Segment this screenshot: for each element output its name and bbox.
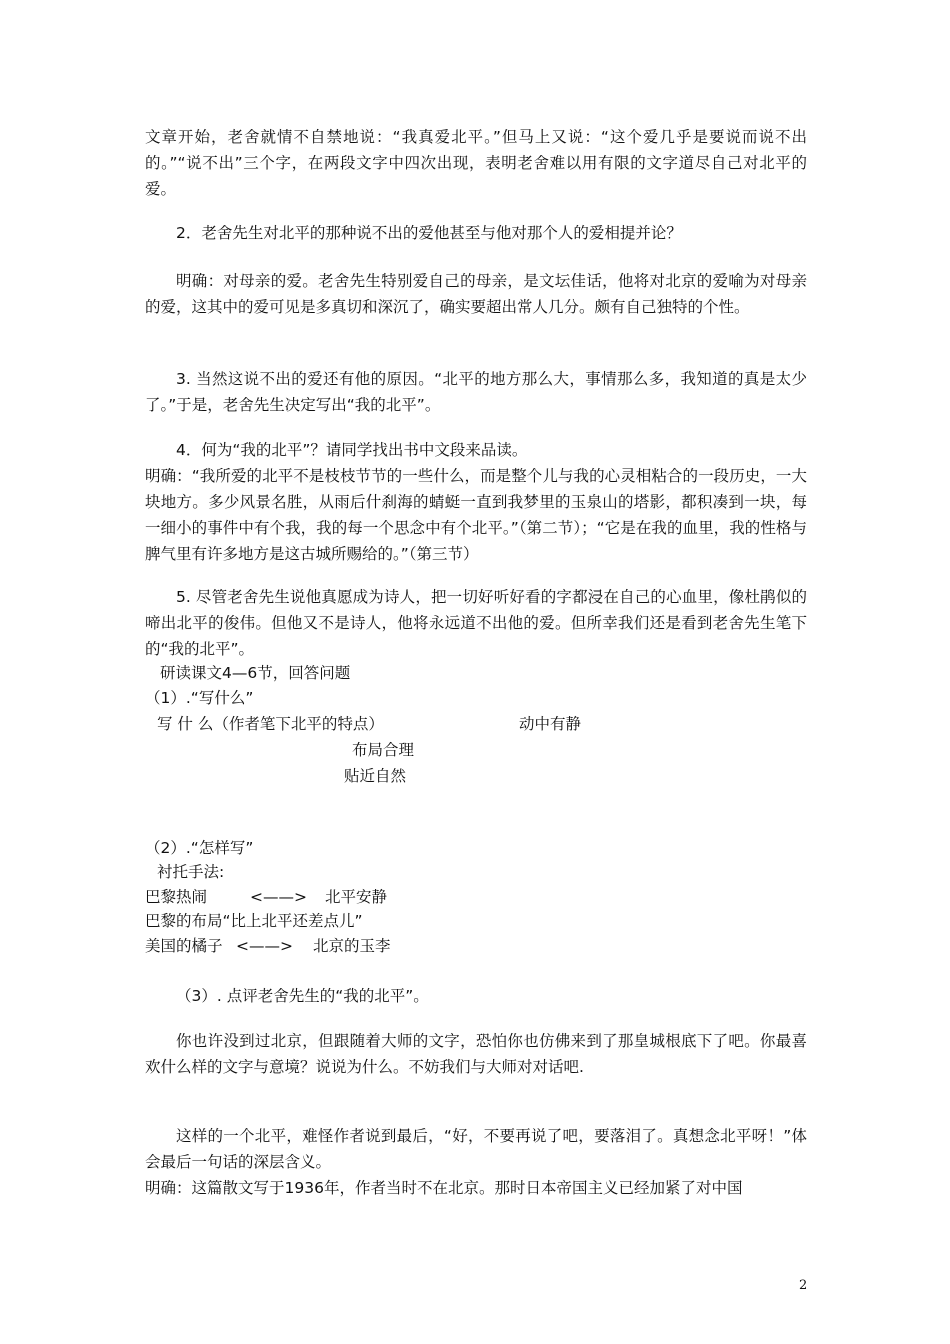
part-3-title: （3）. 点评老舍先生的“我的北平”。	[176, 987, 429, 1005]
study-intro: 研读课文4—6节，回答问题	[160, 664, 351, 682]
compare-3-right: 北京的玉李	[313, 937, 391, 955]
question-3: 3. 当然这说不出的爱还有他的原因。“北平的地方那么大，事情那么多，我知道的真是太少了。”于是，老舍先生决定写出“我的北平”。	[145, 370, 807, 414]
compare-1-right: 北平安静	[325, 888, 388, 906]
feature-item: 动中有静	[519, 715, 582, 733]
compare-1-left: 巴黎热闹	[145, 888, 208, 906]
feature-item: 布局合理	[352, 741, 415, 759]
question-2: 2．老舍先生对北平的那种说不出的爱他甚至与他对那个人的爱相提并论？	[176, 224, 682, 242]
question-4: 4．何为“我的北平”？请同学找出书中文段来品读。	[176, 441, 528, 459]
question-5: 5. 尽管老舍先生说他真愿成为诗人，把一切好听好看的字都浸在自己的心血里，像杜鹃似的啼出北平的俊伟。但他又不是诗人，他将永远道不出他的爱。但所幸我们还是看到老舍先生笔下的“我的北平”。	[145, 588, 807, 658]
part-2-title: （2）.“怎样写”	[145, 839, 254, 857]
compare-3-left: 美国的橘子	[145, 937, 223, 955]
page-number: 2	[799, 1278, 808, 1293]
feature-item: 贴近自然	[344, 767, 407, 785]
final-question: 这样的一个北平，难怪作者说到最后，“好，不要再说了吧，要落泪了。真想念北平呀！”体会最后一句话的深层含义。	[145, 1127, 807, 1171]
part-1-title: （1）.“写什么”	[145, 689, 254, 707]
final-answer: 明确：这篇散文写于1936年，作者当时不在北京。那时日本帝国主义已经加紧了对中国	[145, 1179, 743, 1197]
compare-3-arrow: <——>	[236, 937, 293, 955]
technique-label: 衬托手法:	[157, 863, 225, 881]
compare-1-arrow: <——>	[250, 888, 307, 906]
question-2-answer: 明确：对母亲的爱。老舍先生特别爱自己的母亲，是文坛佳话，他将对北京的爱喻为对母亲的爱，这其中的爱可见是多真切和深沉了，确实要超出常人几分。颇有自己独特的个性。	[145, 272, 807, 316]
part-1-label: 写 什 么（作者笔下北平的特点）	[157, 715, 384, 733]
reflection-paragraph: 你也许没到过北京，但跟随着大师的文字，恐怕你也仿佛来到了那皇城根底下了吧。你最喜欢什么样的文字与意境？说说为什么。不妨我们与大师对对话吧.	[145, 1032, 807, 1076]
intro-paragraph: 文章开始，老舍就情不自禁地说：“我真爱北平。”但马上又说：“这个爱几乎是要说而说不出的。”“说不出”三个字，在两段文字中四次出现，表明老舍难以用有限的文字道尽自己对北平的爱。	[145, 128, 807, 198]
compare-2: 巴黎的布局“比上北平还差点儿”	[145, 912, 363, 930]
question-4-answer: 明确：“我所爱的北平不是枝枝节节的一些什么，而是整个儿与我的心灵相粘合的一段历史，一大块地方。多少风景名胜，从雨后什刹海的蜻蜓一直到我梦里的玉泉山的塔影，都积凑到一块，每一细小的事件中有个我，我的每一个思念中有个北平。”（第二节）；“它是在我的血里，我的性格与脾气里有许多地方是这古城所赐给的。”（第三节）	[145, 467, 807, 563]
